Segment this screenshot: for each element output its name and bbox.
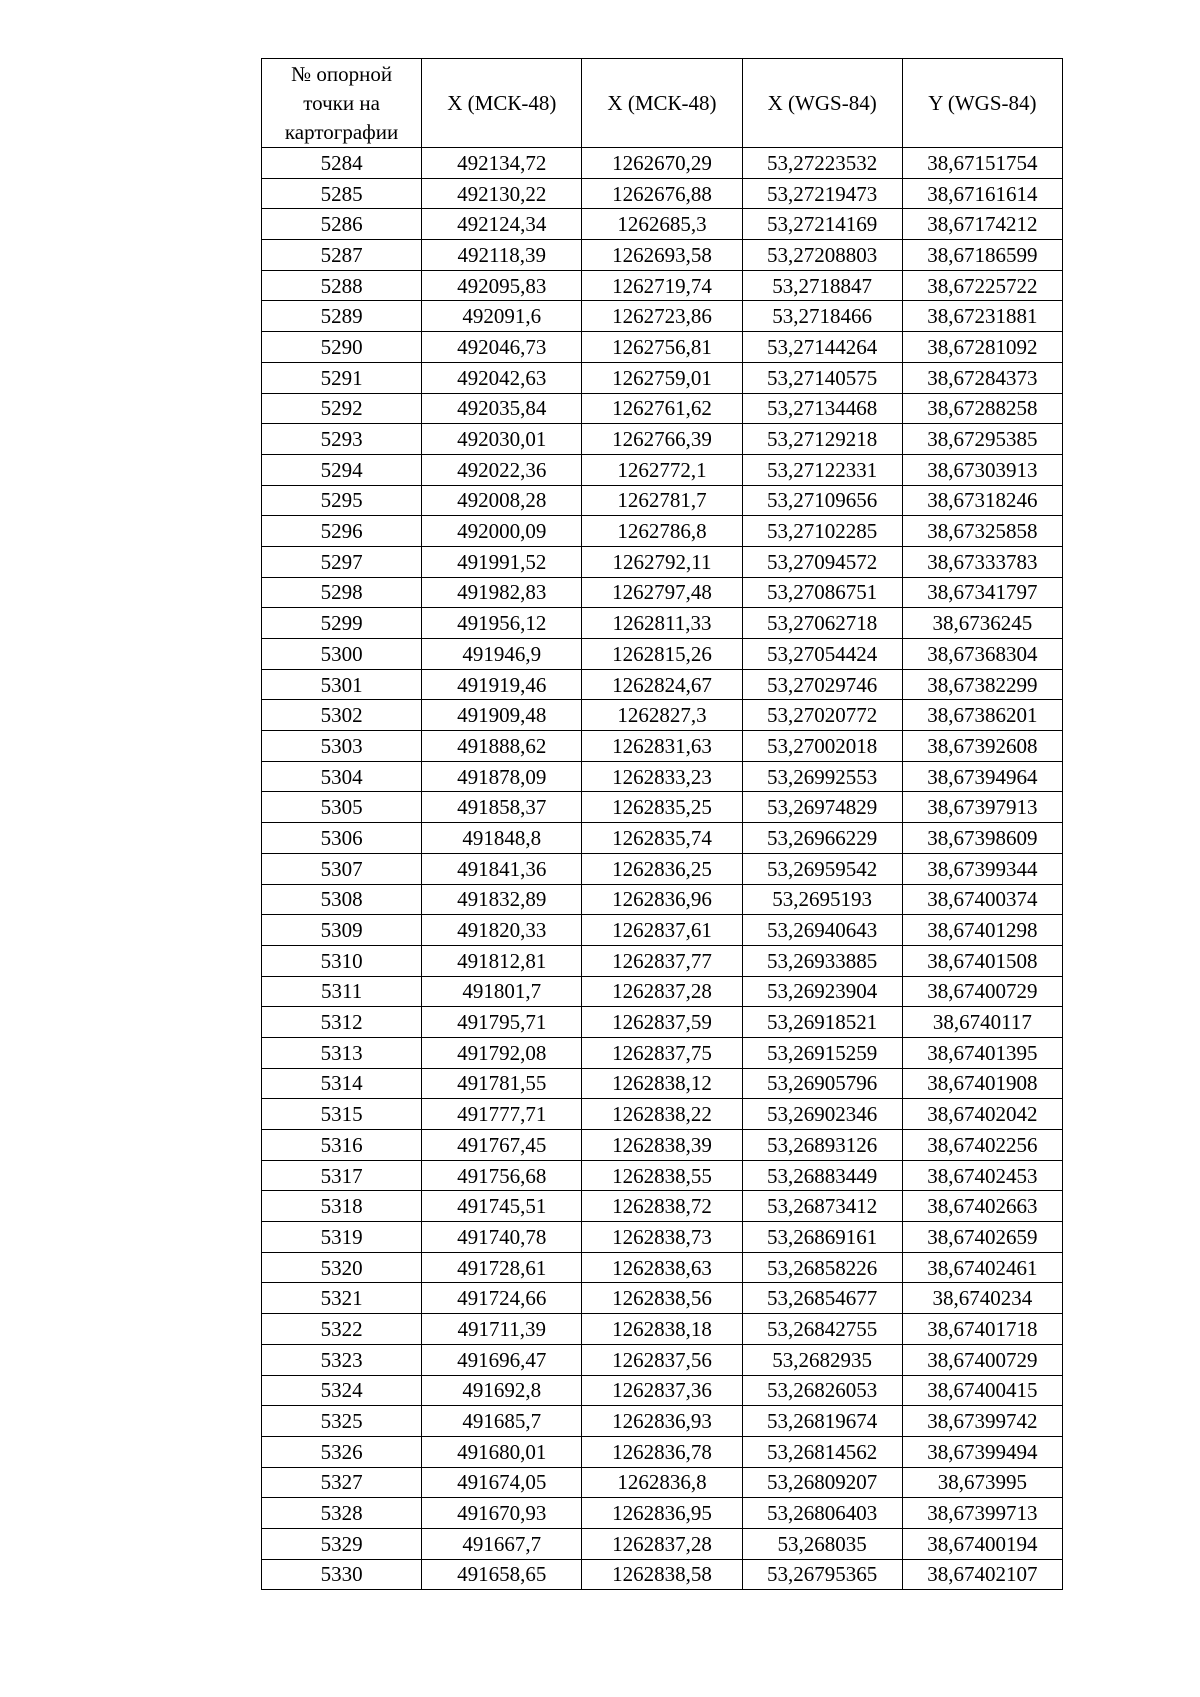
cell-x-wgs84: 53,27208803 [742,240,902,271]
table-row [262,823,1063,854]
table-row [262,301,1063,332]
cell-x-wgs84: 53,26992553 [742,761,902,792]
cell-x-msk48-second: 1262811,33 [582,608,742,639]
cell-x-wgs84: 53,26795365 [742,1559,902,1590]
cell-x-msk48: 491685,7 [422,1406,582,1437]
cell-point-number: 5291 [262,362,422,393]
cell-x-wgs84: 53,27144264 [742,332,902,363]
cell-y-wgs84: 38,67399344 [902,853,1062,884]
cell-x-msk48: 491667,7 [422,1528,582,1559]
cell-x-msk48: 491801,7 [422,976,582,1007]
cell-x-msk48: 491858,37 [422,792,582,823]
cell-y-wgs84: 38,67397913 [902,792,1062,823]
cell-point-number: 5306 [262,823,422,854]
cell-x-msk48-second: 1262838,39 [582,1130,742,1161]
cell-point-number: 5315 [262,1099,422,1130]
cell-x-wgs84: 53,26933885 [742,945,902,976]
cell-x-msk48: 491680,01 [422,1436,582,1467]
cell-x-msk48: 491820,33 [422,915,582,946]
cell-x-wgs84: 53,26905796 [742,1068,902,1099]
cell-x-msk48: 491740,78 [422,1222,582,1253]
cell-x-msk48-second: 1262836,8 [582,1467,742,1498]
cell-x-msk48-second: 1262838,18 [582,1314,742,1345]
cell-y-wgs84: 38,67333783 [902,546,1062,577]
table-row [262,1130,1063,1161]
cell-x-wgs84: 53,268035 [742,1528,902,1559]
cell-point-number: 5313 [262,1037,422,1068]
cell-x-msk48: 491696,47 [422,1344,582,1375]
cell-x-msk48-second: 1262837,36 [582,1375,742,1406]
cell-x-msk48: 491832,89 [422,884,582,915]
table-row [262,884,1063,915]
cell-point-number: 5326 [262,1436,422,1467]
cell-x-wgs84: 53,26915259 [742,1037,902,1068]
table-row [262,332,1063,363]
cell-point-number: 5290 [262,332,422,363]
cell-x-msk48-second: 1262833,23 [582,761,742,792]
cell-point-number: 5321 [262,1283,422,1314]
cell-x-wgs84: 53,27029746 [742,669,902,700]
cell-x-wgs84: 53,26918521 [742,1007,902,1038]
table-row [262,1436,1063,1467]
cell-x-msk48: 492035,84 [422,393,582,424]
cell-x-msk48: 491692,8 [422,1375,582,1406]
cell-point-number: 5317 [262,1160,422,1191]
cell-point-number: 5318 [262,1191,422,1222]
cell-x-msk48: 491711,39 [422,1314,582,1345]
cell-x-msk48: 491724,66 [422,1283,582,1314]
cell-x-msk48-second: 1262837,77 [582,945,742,976]
cell-x-wgs84: 53,27214169 [742,209,902,240]
table-row [262,731,1063,762]
cell-x-msk48: 492091,6 [422,301,582,332]
table-row [262,1037,1063,1068]
table-row [262,516,1063,547]
cell-y-wgs84: 38,67401298 [902,915,1062,946]
cell-x-msk48-second: 1262670,29 [582,148,742,179]
cell-x-wgs84: 53,27219473 [742,178,902,209]
cell-x-msk48-second: 1262781,7 [582,485,742,516]
cell-x-msk48: 491756,68 [422,1160,582,1191]
cell-x-msk48-second: 1262835,25 [582,792,742,823]
cell-point-number: 5312 [262,1007,422,1038]
table-row [262,1344,1063,1375]
table-row [262,853,1063,884]
table-row [262,945,1063,976]
table-row [262,608,1063,639]
cell-x-msk48-second: 1262836,96 [582,884,742,915]
cell-x-msk48: 491777,71 [422,1099,582,1130]
cell-point-number: 5314 [262,1068,422,1099]
cell-x-msk48-second: 1262797,48 [582,577,742,608]
cell-y-wgs84: 38,67402107 [902,1559,1062,1590]
cell-x-wgs84: 53,26806403 [742,1498,902,1529]
cell-y-wgs84: 38,67401395 [902,1037,1062,1068]
cell-y-wgs84: 38,67382299 [902,669,1062,700]
table-row [262,424,1063,455]
cell-x-wgs84: 53,26819674 [742,1406,902,1437]
cell-y-wgs84: 38,67402659 [902,1222,1062,1253]
cell-x-msk48: 491919,46 [422,669,582,700]
cell-point-number: 5302 [262,700,422,731]
cell-y-wgs84: 38,67386201 [902,700,1062,731]
cell-x-msk48: 492046,73 [422,332,582,363]
cell-point-number: 5292 [262,393,422,424]
header-y-wgs84: Y (WGS-84) [902,59,1062,148]
table-row [262,1406,1063,1437]
cell-x-wgs84: 53,26814562 [742,1436,902,1467]
cell-point-number: 5309 [262,915,422,946]
cell-point-number: 5289 [262,301,422,332]
cell-point-number: 5329 [262,1528,422,1559]
cell-x-wgs84: 53,27122331 [742,454,902,485]
cell-x-msk48-second: 1262838,58 [582,1559,742,1590]
cell-x-msk48-second: 1262719,74 [582,270,742,301]
cell-x-msk48: 492022,36 [422,454,582,485]
cell-y-wgs84: 38,67225722 [902,270,1062,301]
header-row [262,59,1063,148]
cell-y-wgs84: 38,67186599 [902,240,1062,271]
cell-point-number: 5298 [262,577,422,608]
cell-x-msk48: 492008,28 [422,485,582,516]
cell-x-msk48-second: 1262766,39 [582,424,742,455]
cell-point-number: 5299 [262,608,422,639]
table-row [262,1191,1063,1222]
cell-y-wgs84: 38,67399713 [902,1498,1062,1529]
cell-y-wgs84: 38,67400729 [902,1344,1062,1375]
cell-x-wgs84: 53,2695193 [742,884,902,915]
cell-x-msk48: 491888,62 [422,731,582,762]
cell-y-wgs84: 38,67402453 [902,1160,1062,1191]
cell-y-wgs84: 38,67402256 [902,1130,1062,1161]
cell-y-wgs84: 38,67368304 [902,639,1062,670]
cell-x-msk48-second: 1262837,28 [582,976,742,1007]
cell-y-wgs84: 38,673995 [902,1467,1062,1498]
cell-x-msk48-second: 1262693,58 [582,240,742,271]
cell-x-wgs84: 53,26902346 [742,1099,902,1130]
cell-point-number: 5324 [262,1375,422,1406]
cell-point-number: 5284 [262,148,422,179]
header-point-number: № опорной точки на картографии [262,59,422,148]
table-body [262,148,1063,1590]
cell-y-wgs84: 38,67295385 [902,424,1062,455]
cell-x-msk48: 491728,61 [422,1252,582,1283]
table-row [262,362,1063,393]
cell-x-msk48: 491670,93 [422,1498,582,1529]
table-row [262,915,1063,946]
cell-x-msk48-second: 1262685,3 [582,209,742,240]
cell-x-msk48-second: 1262837,56 [582,1344,742,1375]
table-row [262,1314,1063,1345]
cell-y-wgs84: 38,67400194 [902,1528,1062,1559]
cell-x-msk48-second: 1262838,55 [582,1160,742,1191]
cell-x-msk48: 492134,72 [422,148,582,179]
cell-point-number: 5301 [262,669,422,700]
table-row [262,546,1063,577]
cell-x-wgs84: 53,26940643 [742,915,902,946]
cell-y-wgs84: 38,67318246 [902,485,1062,516]
table-row [262,669,1063,700]
cell-y-wgs84: 38,67400729 [902,976,1062,1007]
cell-point-number: 5322 [262,1314,422,1345]
table-row [262,485,1063,516]
cell-x-wgs84: 53,26869161 [742,1222,902,1253]
cell-x-msk48-second: 1262824,67 [582,669,742,700]
cell-y-wgs84: 38,67399742 [902,1406,1062,1437]
cell-point-number: 5297 [262,546,422,577]
coordinates-table [261,58,1063,1590]
cell-x-msk48: 491658,65 [422,1559,582,1590]
cell-y-wgs84: 38,67401908 [902,1068,1062,1099]
cell-point-number: 5286 [262,209,422,240]
cell-x-msk48-second: 1262838,56 [582,1283,742,1314]
table-row [262,1160,1063,1191]
cell-x-wgs84: 53,26974829 [742,792,902,823]
cell-x-wgs84: 53,26959542 [742,853,902,884]
cell-x-wgs84: 53,26854677 [742,1283,902,1314]
cell-x-msk48: 492118,39 [422,240,582,271]
cell-point-number: 5320 [262,1252,422,1283]
cell-point-number: 5285 [262,178,422,209]
cell-x-msk48: 491982,83 [422,577,582,608]
cell-x-msk48: 492000,09 [422,516,582,547]
cell-point-number: 5303 [262,731,422,762]
table-row [262,577,1063,608]
cell-x-msk48: 491878,09 [422,761,582,792]
cell-x-msk48-second: 1262838,63 [582,1252,742,1283]
cell-x-wgs84: 53,26966229 [742,823,902,854]
cell-x-wgs84: 53,27002018 [742,731,902,762]
cell-point-number: 5295 [262,485,422,516]
cell-y-wgs84: 38,67231881 [902,301,1062,332]
cell-x-wgs84: 53,27020772 [742,700,902,731]
table-row [262,178,1063,209]
cell-x-wgs84: 53,26826053 [742,1375,902,1406]
header-x-msk48: X (МСК-48) [422,59,582,148]
table-row [262,240,1063,271]
cell-y-wgs84: 38,67288258 [902,393,1062,424]
cell-x-msk48: 492042,63 [422,362,582,393]
cell-x-msk48-second: 1262836,25 [582,853,742,884]
table-row [262,700,1063,731]
cell-x-wgs84: 53,27086751 [742,577,902,608]
cell-x-wgs84: 53,26858226 [742,1252,902,1283]
cell-point-number: 5330 [262,1559,422,1590]
table-row [262,1528,1063,1559]
cell-x-msk48-second: 1262786,8 [582,516,742,547]
cell-x-msk48-second: 1262838,72 [582,1191,742,1222]
table-row [262,1068,1063,1099]
cell-x-wgs84: 53,26809207 [742,1467,902,1498]
header-x-wgs84: X (WGS-84) [742,59,902,148]
table-row [262,1467,1063,1498]
cell-x-wgs84: 53,27094572 [742,546,902,577]
table-row [262,454,1063,485]
cell-point-number: 5296 [262,516,422,547]
cell-point-number: 5287 [262,240,422,271]
cell-point-number: 5305 [262,792,422,823]
cell-x-msk48-second: 1262837,28 [582,1528,742,1559]
cell-y-wgs84: 38,6740234 [902,1283,1062,1314]
cell-point-number: 5325 [262,1406,422,1437]
cell-point-number: 5304 [262,761,422,792]
cell-x-msk48: 491767,45 [422,1130,582,1161]
cell-x-wgs84: 53,27134468 [742,393,902,424]
cell-y-wgs84: 38,67303913 [902,454,1062,485]
cell-x-msk48-second: 1262827,3 [582,700,742,731]
cell-x-wgs84: 53,27129218 [742,424,902,455]
cell-x-wgs84: 53,27109656 [742,485,902,516]
cell-y-wgs84: 38,67394964 [902,761,1062,792]
cell-x-msk48: 491991,52 [422,546,582,577]
cell-x-msk48-second: 1262761,62 [582,393,742,424]
table-row [262,209,1063,240]
cell-y-wgs84: 38,67402461 [902,1252,1062,1283]
table-row [262,761,1063,792]
cell-x-msk48-second: 1262815,26 [582,639,742,670]
cell-x-msk48: 492124,34 [422,209,582,240]
cell-x-wgs84: 53,27062718 [742,608,902,639]
cell-y-wgs84: 38,67161614 [902,178,1062,209]
table-row [262,1099,1063,1130]
cell-point-number: 5293 [262,424,422,455]
cell-y-wgs84: 38,67400374 [902,884,1062,915]
cell-x-msk48-second: 1262838,22 [582,1099,742,1130]
cell-y-wgs84: 38,67325858 [902,516,1062,547]
cell-point-number: 5319 [262,1222,422,1253]
cell-x-wgs84: 53,26873412 [742,1191,902,1222]
cell-x-wgs84: 53,26842755 [742,1314,902,1345]
cell-y-wgs84: 38,67151754 [902,148,1062,179]
cell-y-wgs84: 38,67174212 [902,209,1062,240]
cell-x-wgs84: 53,2718466 [742,301,902,332]
cell-x-msk48: 491812,81 [422,945,582,976]
cell-x-msk48-second: 1262837,75 [582,1037,742,1068]
cell-x-msk48: 491795,71 [422,1007,582,1038]
cell-x-wgs84: 53,2682935 [742,1344,902,1375]
table-row [262,1498,1063,1529]
cell-x-msk48-second: 1262836,93 [582,1406,742,1437]
table-row [262,639,1063,670]
cell-x-wgs84: 53,26923904 [742,976,902,1007]
cell-x-msk48: 491792,08 [422,1037,582,1068]
cell-x-msk48: 491848,8 [422,823,582,854]
cell-x-msk48: 492130,22 [422,178,582,209]
cell-x-wgs84: 53,27102285 [742,516,902,547]
header-x-msk48-second: X (МСК-48) [582,59,742,148]
cell-x-msk48-second: 1262837,59 [582,1007,742,1038]
cell-point-number: 5307 [262,853,422,884]
cell-x-wgs84: 53,27223532 [742,148,902,179]
cell-x-wgs84: 53,26893126 [742,1130,902,1161]
cell-x-msk48-second: 1262838,73 [582,1222,742,1253]
cell-x-msk48-second: 1262837,61 [582,915,742,946]
cell-x-msk48-second: 1262838,12 [582,1068,742,1099]
cell-point-number: 5316 [262,1130,422,1161]
cell-x-msk48: 492095,83 [422,270,582,301]
cell-point-number: 5310 [262,945,422,976]
cell-y-wgs84: 38,67399494 [902,1436,1062,1467]
table-row [262,1007,1063,1038]
cell-x-wgs84: 53,27054424 [742,639,902,670]
cell-x-msk48-second: 1262759,01 [582,362,742,393]
table-row [262,1252,1063,1283]
cell-x-msk48: 491745,51 [422,1191,582,1222]
table-header [262,59,1063,148]
cell-y-wgs84: 38,67402663 [902,1191,1062,1222]
cell-point-number: 5311 [262,976,422,1007]
table-row [262,976,1063,1007]
cell-y-wgs84: 38,67398609 [902,823,1062,854]
table-row [262,1559,1063,1590]
cell-x-msk48-second: 1262772,1 [582,454,742,485]
cell-x-msk48: 491841,36 [422,853,582,884]
cell-x-msk48-second: 1262676,88 [582,178,742,209]
cell-point-number: 5323 [262,1344,422,1375]
cell-y-wgs84: 38,67401508 [902,945,1062,976]
cell-x-msk48: 491909,48 [422,700,582,731]
cell-x-wgs84: 53,2718847 [742,270,902,301]
cell-x-msk48-second: 1262831,63 [582,731,742,762]
cell-y-wgs84: 38,67341797 [902,577,1062,608]
table-row [262,1375,1063,1406]
cell-y-wgs84: 38,67400415 [902,1375,1062,1406]
cell-x-msk48: 491674,05 [422,1467,582,1498]
table-row [262,792,1063,823]
cell-point-number: 5288 [262,270,422,301]
cell-x-wgs84: 53,27140575 [742,362,902,393]
cell-point-number: 5308 [262,884,422,915]
table-row [262,1283,1063,1314]
cell-x-wgs84: 53,26883449 [742,1160,902,1191]
cell-x-msk48: 492030,01 [422,424,582,455]
cell-y-wgs84: 38,67402042 [902,1099,1062,1130]
cell-y-wgs84: 38,67392608 [902,731,1062,762]
cell-x-msk48-second: 1262836,78 [582,1436,742,1467]
cell-x-msk48-second: 1262792,11 [582,546,742,577]
table-row [262,393,1063,424]
cell-x-msk48: 491956,12 [422,608,582,639]
cell-y-wgs84: 38,67401718 [902,1314,1062,1345]
table-row [262,148,1063,179]
table-row [262,270,1063,301]
table-row [262,1222,1063,1253]
cell-point-number: 5328 [262,1498,422,1529]
cell-x-msk48: 491781,55 [422,1068,582,1099]
cell-x-msk48-second: 1262836,95 [582,1498,742,1529]
cell-y-wgs84: 38,6736245 [902,608,1062,639]
cell-point-number: 5327 [262,1467,422,1498]
cell-x-msk48-second: 1262835,74 [582,823,742,854]
cell-point-number: 5300 [262,639,422,670]
cell-y-wgs84: 38,67284373 [902,362,1062,393]
cell-y-wgs84: 38,6740117 [902,1007,1062,1038]
cell-y-wgs84: 38,67281092 [902,332,1062,363]
cell-x-msk48: 491946,9 [422,639,582,670]
cell-point-number: 5294 [262,454,422,485]
cell-x-msk48-second: 1262756,81 [582,332,742,363]
cell-x-msk48-second: 1262723,86 [582,301,742,332]
